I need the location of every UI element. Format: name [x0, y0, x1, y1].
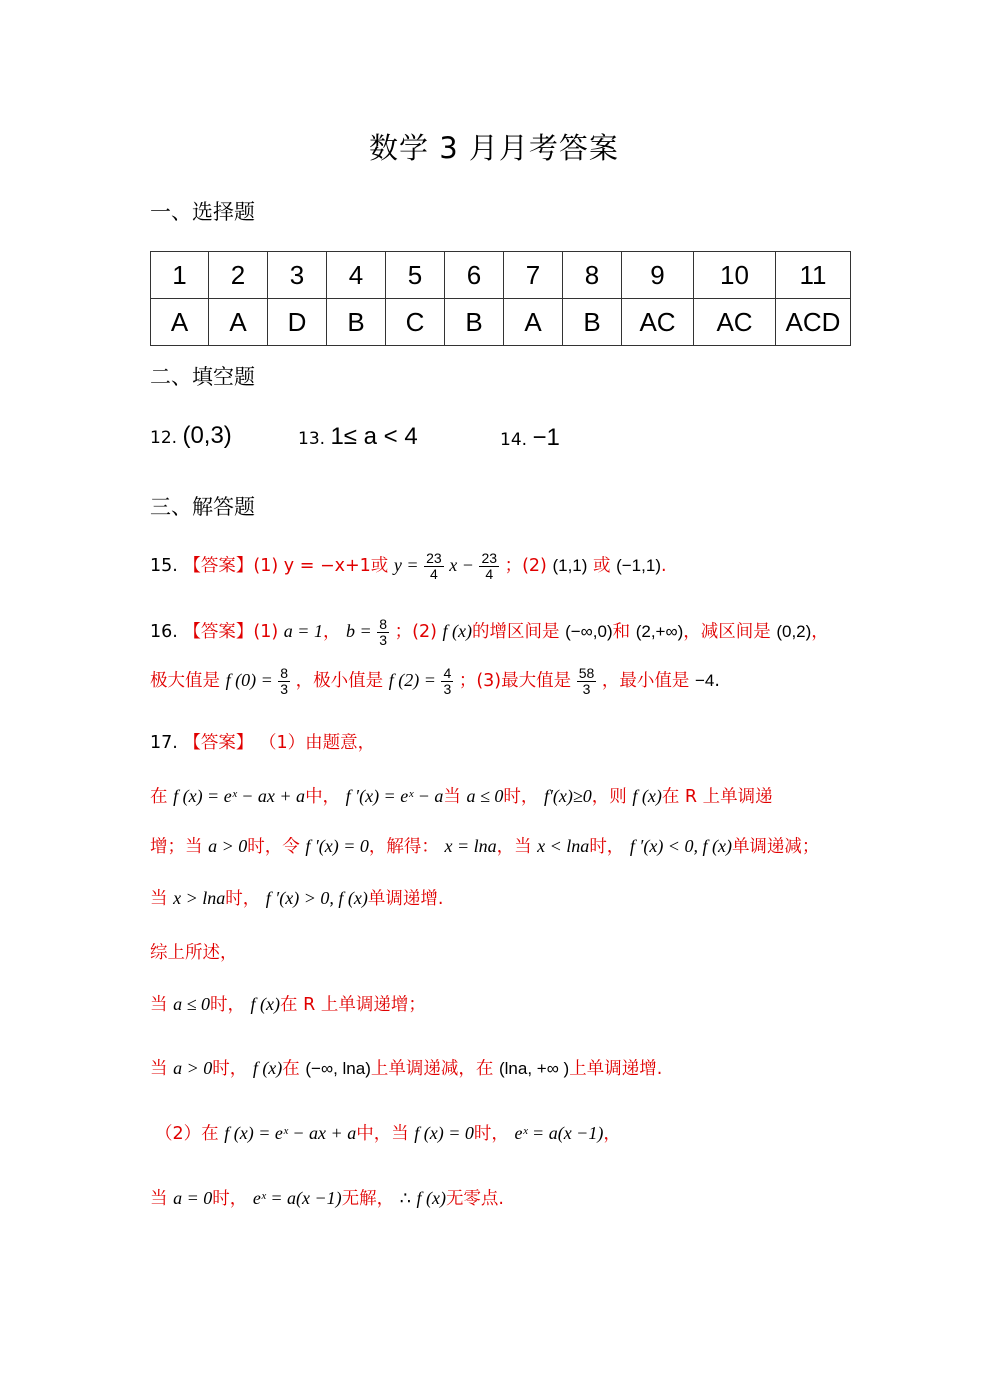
answer-17-line5: [150, 991, 426, 1016]
equation: f (x) = eˣ − ax + a: [224, 1123, 357, 1143]
point: (1,1): [552, 556, 588, 576]
text: 时，: [225, 889, 261, 909]
table-cell: A: [151, 299, 209, 346]
text: 当: [150, 1059, 168, 1079]
interval: (0,2): [776, 622, 812, 642]
table-cell: A: [504, 299, 563, 346]
section-heading-choice: 一、选择题: [150, 200, 255, 224]
answer-17-line4: 综上所述，: [150, 943, 238, 963]
table-cell: 1: [151, 252, 209, 299]
text: 时，: [503, 787, 539, 807]
numerator: 23: [481, 550, 498, 566]
text: 在 R 上单调递增；: [280, 995, 426, 1015]
table-cell: 4: [327, 252, 386, 299]
equation: f′(x)≥0: [543, 786, 592, 806]
table-cell: B: [563, 299, 622, 346]
text: 时，: [209, 995, 245, 1015]
text: ，: [322, 622, 341, 643]
table-cell: ACD: [776, 299, 851, 346]
fraction: [377, 617, 389, 647]
table-cell: 2: [209, 252, 268, 299]
text: 时，: [473, 1124, 509, 1144]
fraction: [424, 551, 444, 581]
equation: x = lna: [444, 836, 497, 856]
table-cell: 11: [776, 252, 851, 299]
answer-15: [150, 551, 667, 581]
answer-17-line1: [150, 783, 773, 808]
equation: y = −x+1: [283, 556, 371, 577]
equation: f (x) = 0: [414, 1123, 474, 1143]
text: 当: [150, 995, 168, 1015]
text: 单调递增.: [367, 889, 444, 909]
denominator: 3: [280, 680, 289, 697]
numerator: 8: [280, 665, 289, 681]
text: 时，令: [247, 837, 300, 857]
text: （2）在: [155, 1124, 219, 1144]
numerator: 58: [578, 665, 595, 681]
answer-tag: 【答案】(1): [183, 556, 279, 577]
text: 在 R 上单调递: [661, 787, 773, 807]
answer-17-line7: [155, 1120, 621, 1145]
equation: f (x): [416, 1188, 446, 1208]
page-title: 数学 3 月月考答案: [369, 131, 619, 165]
numerator: 4: [443, 665, 452, 681]
table-cell: A: [209, 299, 268, 346]
text: 或: [593, 556, 611, 577]
equation: a > 0: [208, 836, 248, 856]
text: 上单调递减，在: [370, 1059, 494, 1079]
table-row-numbers: [151, 252, 851, 299]
text: 当: [150, 889, 168, 909]
numerator: 8: [379, 616, 388, 632]
text: ，当: [496, 837, 532, 857]
interval: (2,+∞): [635, 622, 684, 642]
table-cell: 6: [445, 252, 504, 299]
text: 中，当: [356, 1124, 409, 1144]
interval: (−∞, lna): [305, 1059, 371, 1078]
text: 在: [282, 1059, 300, 1079]
equation: f (x): [442, 621, 472, 642]
text: （1）由题意，: [259, 733, 376, 753]
denominator: 4: [429, 565, 438, 582]
answer-value: 1≤ a < 4: [330, 423, 418, 450]
text: 时，: [212, 1189, 248, 1209]
text: 在: [150, 787, 168, 807]
text: ，减区间是: [683, 622, 771, 643]
question-number: 16.: [150, 622, 178, 643]
text: 当: [443, 787, 461, 807]
text: .: [714, 671, 720, 692]
text: 上单调递增.: [569, 1059, 663, 1079]
text: 当: [150, 1189, 168, 1209]
text: 时，: [212, 1059, 248, 1079]
text: ；(2): [504, 556, 547, 577]
answer-17-line6: [150, 1055, 662, 1080]
answer-tag: 【答案】: [183, 733, 254, 753]
value: −4: [694, 671, 715, 691]
question-number: 17.: [150, 733, 178, 753]
text: 单调递减；: [731, 837, 820, 857]
interval: (lna, +∞ ): [498, 1059, 570, 1078]
text: 极大值是: [150, 671, 220, 692]
equation: f (0) =: [225, 670, 273, 691]
table-cell: 10: [694, 252, 776, 299]
fill-answer-13: [298, 423, 418, 451]
denominator: 3: [379, 631, 388, 648]
section-heading-solve: 三、解答题: [150, 495, 255, 519]
fraction: [479, 551, 499, 581]
equation: f ′(x) = 0: [305, 836, 369, 856]
text: ；(3)最大值是: [458, 671, 572, 692]
text: 无解，: [341, 1189, 395, 1209]
answer-16-line2: [150, 666, 720, 696]
denominator: 3: [443, 680, 452, 697]
text: ，最小值是: [601, 671, 690, 692]
interval: (−∞,0): [565, 622, 613, 642]
numerator: 23: [426, 550, 442, 566]
text: ，极小值是: [295, 671, 384, 692]
fraction: [577, 666, 597, 696]
text: ，解得：: [368, 837, 439, 857]
equation: a ≤ 0: [466, 786, 504, 806]
table-cell: 8: [563, 252, 622, 299]
text: 无零点.: [445, 1189, 505, 1209]
equation: b =: [346, 621, 372, 642]
text: ，: [603, 1124, 621, 1144]
equation: f ′(x) > 0, f (x): [265, 888, 368, 908]
equation: f (x) = eˣ − ax + a: [173, 786, 306, 806]
question-number: 12.: [150, 428, 178, 448]
text: 的增区间是: [472, 622, 560, 643]
therefore-symbol: ∴: [399, 1189, 411, 1209]
table-cell: 9: [622, 252, 694, 299]
text: 中，: [305, 787, 341, 807]
equation: x < lna: [537, 836, 590, 856]
equation: a > 0: [173, 1058, 213, 1078]
equation: f (2) =: [388, 670, 436, 691]
question-number: 13.: [298, 429, 326, 449]
text: .: [660, 556, 667, 577]
fill-answer-14: [500, 424, 560, 452]
denominator: 3: [582, 680, 591, 697]
equation: y =: [393, 555, 419, 576]
equation: f (x): [252, 1058, 283, 1078]
choice-answer-table: [150, 251, 851, 346]
equation: eˣ = a(x −1): [514, 1123, 604, 1143]
equation: eˣ = a(x −1): [252, 1188, 342, 1208]
section-heading-fill: 二、填空题: [150, 365, 255, 389]
text: 或: [370, 556, 389, 577]
table-row-answers: [151, 299, 851, 346]
text: 和: [612, 622, 631, 643]
fraction: [278, 666, 290, 696]
table-cell: B: [445, 299, 504, 346]
denominator: 4: [485, 565, 494, 582]
answer-16-line1: [150, 617, 829, 647]
table-cell: D: [268, 299, 327, 346]
answer-17-line2: [150, 833, 819, 858]
text: 增；当: [150, 837, 203, 857]
table-cell: 3: [268, 252, 327, 299]
equation: x > lna: [173, 888, 226, 908]
text: ，则: [591, 787, 627, 807]
table-cell: AC: [694, 299, 776, 346]
table-cell: 7: [504, 252, 563, 299]
answer-tag: 【答案】(1): [183, 622, 279, 643]
answer-17-line3: [150, 885, 443, 910]
question-number: 14.: [500, 430, 528, 450]
equation: x −: [449, 555, 474, 576]
equation: f ′(x) < 0, f (x): [629, 836, 732, 856]
answer-17-line8: [150, 1185, 504, 1210]
table-cell: C: [386, 299, 445, 346]
answer-17-header: [150, 729, 375, 754]
fraction: [441, 666, 453, 696]
text: ，: [811, 622, 829, 643]
question-number: 15.: [150, 556, 178, 577]
equation: a ≤ 0: [173, 994, 210, 1014]
equation: f (x): [632, 786, 662, 806]
text: 时，: [589, 837, 625, 857]
table-cell: AC: [622, 299, 694, 346]
answer-value: −1: [532, 424, 560, 451]
fill-answer-12: [150, 422, 232, 450]
equation: f (x): [250, 994, 281, 1014]
table-cell: 5: [386, 252, 445, 299]
equation: a = 0: [173, 1188, 213, 1208]
equation: a = 1: [283, 621, 323, 642]
answer-value: (0,3): [182, 422, 232, 449]
equation: f ′(x) = eˣ − a: [345, 786, 444, 806]
text: ；(2): [394, 622, 437, 643]
table-cell: B: [327, 299, 386, 346]
point: (−1,1): [616, 556, 661, 576]
